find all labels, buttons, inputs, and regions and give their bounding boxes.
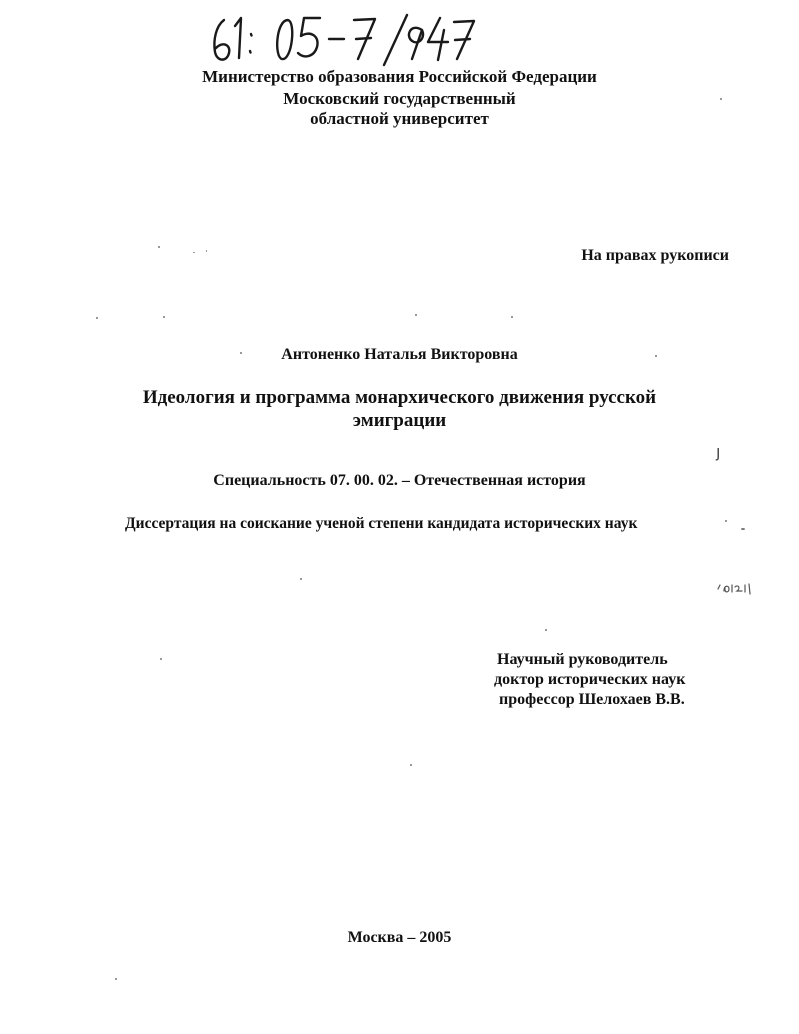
- ministry-heading: Министерство образования Российской Федерации: [202, 67, 597, 86]
- scan-speck: [206, 250, 207, 252]
- scan-speck: [115, 978, 117, 980]
- scan-speck: [193, 252, 195, 253]
- margin-smudge: [716, 579, 756, 602]
- advisor-name: профессор Шелохаев В.В.: [499, 691, 685, 708]
- dissertation-title-line2: эмиграции: [352, 410, 447, 431]
- advisor-degree: доктор исторических наук: [494, 671, 686, 688]
- margin-mark: ȷ: [716, 442, 721, 461]
- dissertation-degree-line: Диссертация на соискание ученой степени кандидата исторических наук: [125, 515, 638, 532]
- handwritten-archive-mark: [208, 12, 488, 68]
- advisor-label: Научный руководитель: [497, 651, 668, 668]
- university-name-line1: Московский государственный: [283, 89, 516, 108]
- specialty-line: Специальность 07. 00. 02. – Отечественная история: [213, 472, 586, 489]
- scan-speck: [410, 764, 412, 766]
- scan-speck: [240, 352, 242, 354]
- scan-speck: [158, 246, 160, 248]
- scan-speck: [96, 317, 98, 319]
- rights-notice: На правах рукописи: [581, 247, 729, 264]
- scan-speck: [511, 316, 513, 318]
- scan-speck: [163, 316, 165, 318]
- scan-speck: [741, 528, 745, 530]
- scan-speck: [160, 658, 162, 660]
- scan-speck: [655, 355, 657, 357]
- author-name: Антоненко Наталья Викторовна: [281, 346, 518, 363]
- university-name-line2: областной университет: [310, 109, 489, 128]
- scan-speck: [725, 520, 727, 522]
- scan-speck: [545, 629, 547, 631]
- scan-speck: [300, 578, 302, 580]
- city-year: Москва – 2005: [347, 929, 452, 946]
- scan-speck: [720, 98, 722, 100]
- scan-speck: [415, 314, 417, 316]
- dissertation-title-line1: Идеология и программа монархического движения русской: [142, 387, 657, 408]
